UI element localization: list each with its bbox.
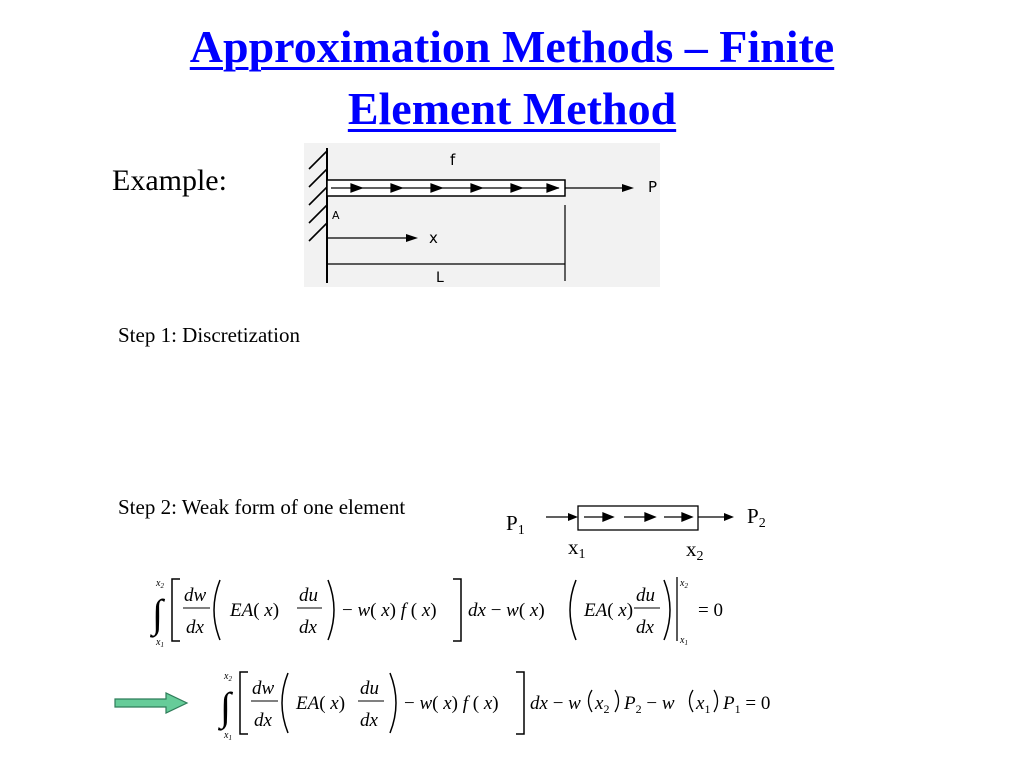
left-node-label: x1 — [568, 535, 586, 562]
svg-text:EA( x): EA( x) — [296, 693, 346, 714]
integral-sign: ∫ — [220, 684, 231, 729]
left-load-arrowhead — [568, 513, 578, 521]
svg-text:x2: $x_2$ — [156, 578, 164, 590]
element-box — [578, 506, 698, 530]
svg-text:du: du — [360, 678, 379, 699]
svg-text:− w( x) f ( x): − w( x) f ( x) — [342, 600, 437, 621]
svg-text:= 0: = 0 — [698, 600, 723, 621]
left-bracket — [172, 579, 180, 641]
distributed-load-label: f — [450, 151, 456, 169]
svg-text:dx: dx — [186, 617, 204, 638]
title-line-1: Approximation Methods – Finite — [189, 21, 835, 72]
figure-background — [304, 143, 660, 287]
svg-text:dw: dw — [252, 678, 275, 699]
svg-text:dx: dx — [254, 710, 272, 731]
slide-title — [0, 16, 1024, 140]
title-line-2: Element Method — [347, 83, 677, 134]
right-node-label: x2 — [686, 537, 704, 564]
step1-label: Step 1: Discretization — [118, 323, 300, 347]
svg-text:x2: $x_2$ — [224, 671, 232, 683]
svg-text:du: du — [299, 585, 318, 606]
length-label: L — [436, 270, 444, 286]
svg-text:dx: dx — [299, 617, 317, 638]
weak-form-equation-1 — [150, 575, 750, 647]
svg-text:x2: $x_2$ — [595, 693, 610, 716]
svg-text:dx − w( x): dx − w( x) — [468, 600, 545, 621]
svg-text:dx: dx — [636, 617, 654, 638]
svg-text:dx − w: dx − w — [530, 693, 581, 714]
svg-text:dw: dw — [184, 585, 207, 606]
support-label: A — [332, 209, 340, 222]
implies-arrow-icon — [114, 692, 190, 714]
step2-label: Step 2: Weak form of one element — [118, 495, 406, 519]
svg-text:dx: dx — [360, 710, 378, 731]
svg-text:x2: $x_2$ — [680, 578, 688, 590]
svg-text:x1: $x_1$ — [156, 637, 164, 647]
svg-text:du: du — [636, 585, 655, 606]
end-load-label: P — [648, 178, 658, 196]
svg-text:P1 = 0: $P_1 = 0$ — [723, 693, 771, 716]
left-load-label: P1 — [506, 511, 525, 538]
weak-form-equation-2 — [218, 668, 798, 740]
svg-text:P2 − w: $P_2 - w$ — [624, 693, 675, 716]
bar-figure — [304, 143, 660, 287]
svg-text:x1: $x_1$ — [680, 635, 688, 647]
svg-text:EA( x): EA( x) — [584, 600, 634, 621]
right-bracket — [453, 579, 461, 641]
right-load-arrowhead — [724, 513, 734, 521]
svg-text:EA( x): EA( x) — [230, 600, 280, 621]
example-label: Example: — [112, 164, 227, 197]
integral-sign: ∫ — [152, 591, 163, 636]
element-figure — [500, 498, 790, 570]
svg-text:x1: $x_1$ — [696, 693, 711, 716]
right-load-label: P2 — [747, 504, 766, 531]
axis-label: x — [429, 229, 438, 247]
svg-text:x1: $x_1$ — [224, 730, 232, 740]
svg-text:− w( x) f ( x): − w( x) f ( x) — [404, 693, 499, 714]
